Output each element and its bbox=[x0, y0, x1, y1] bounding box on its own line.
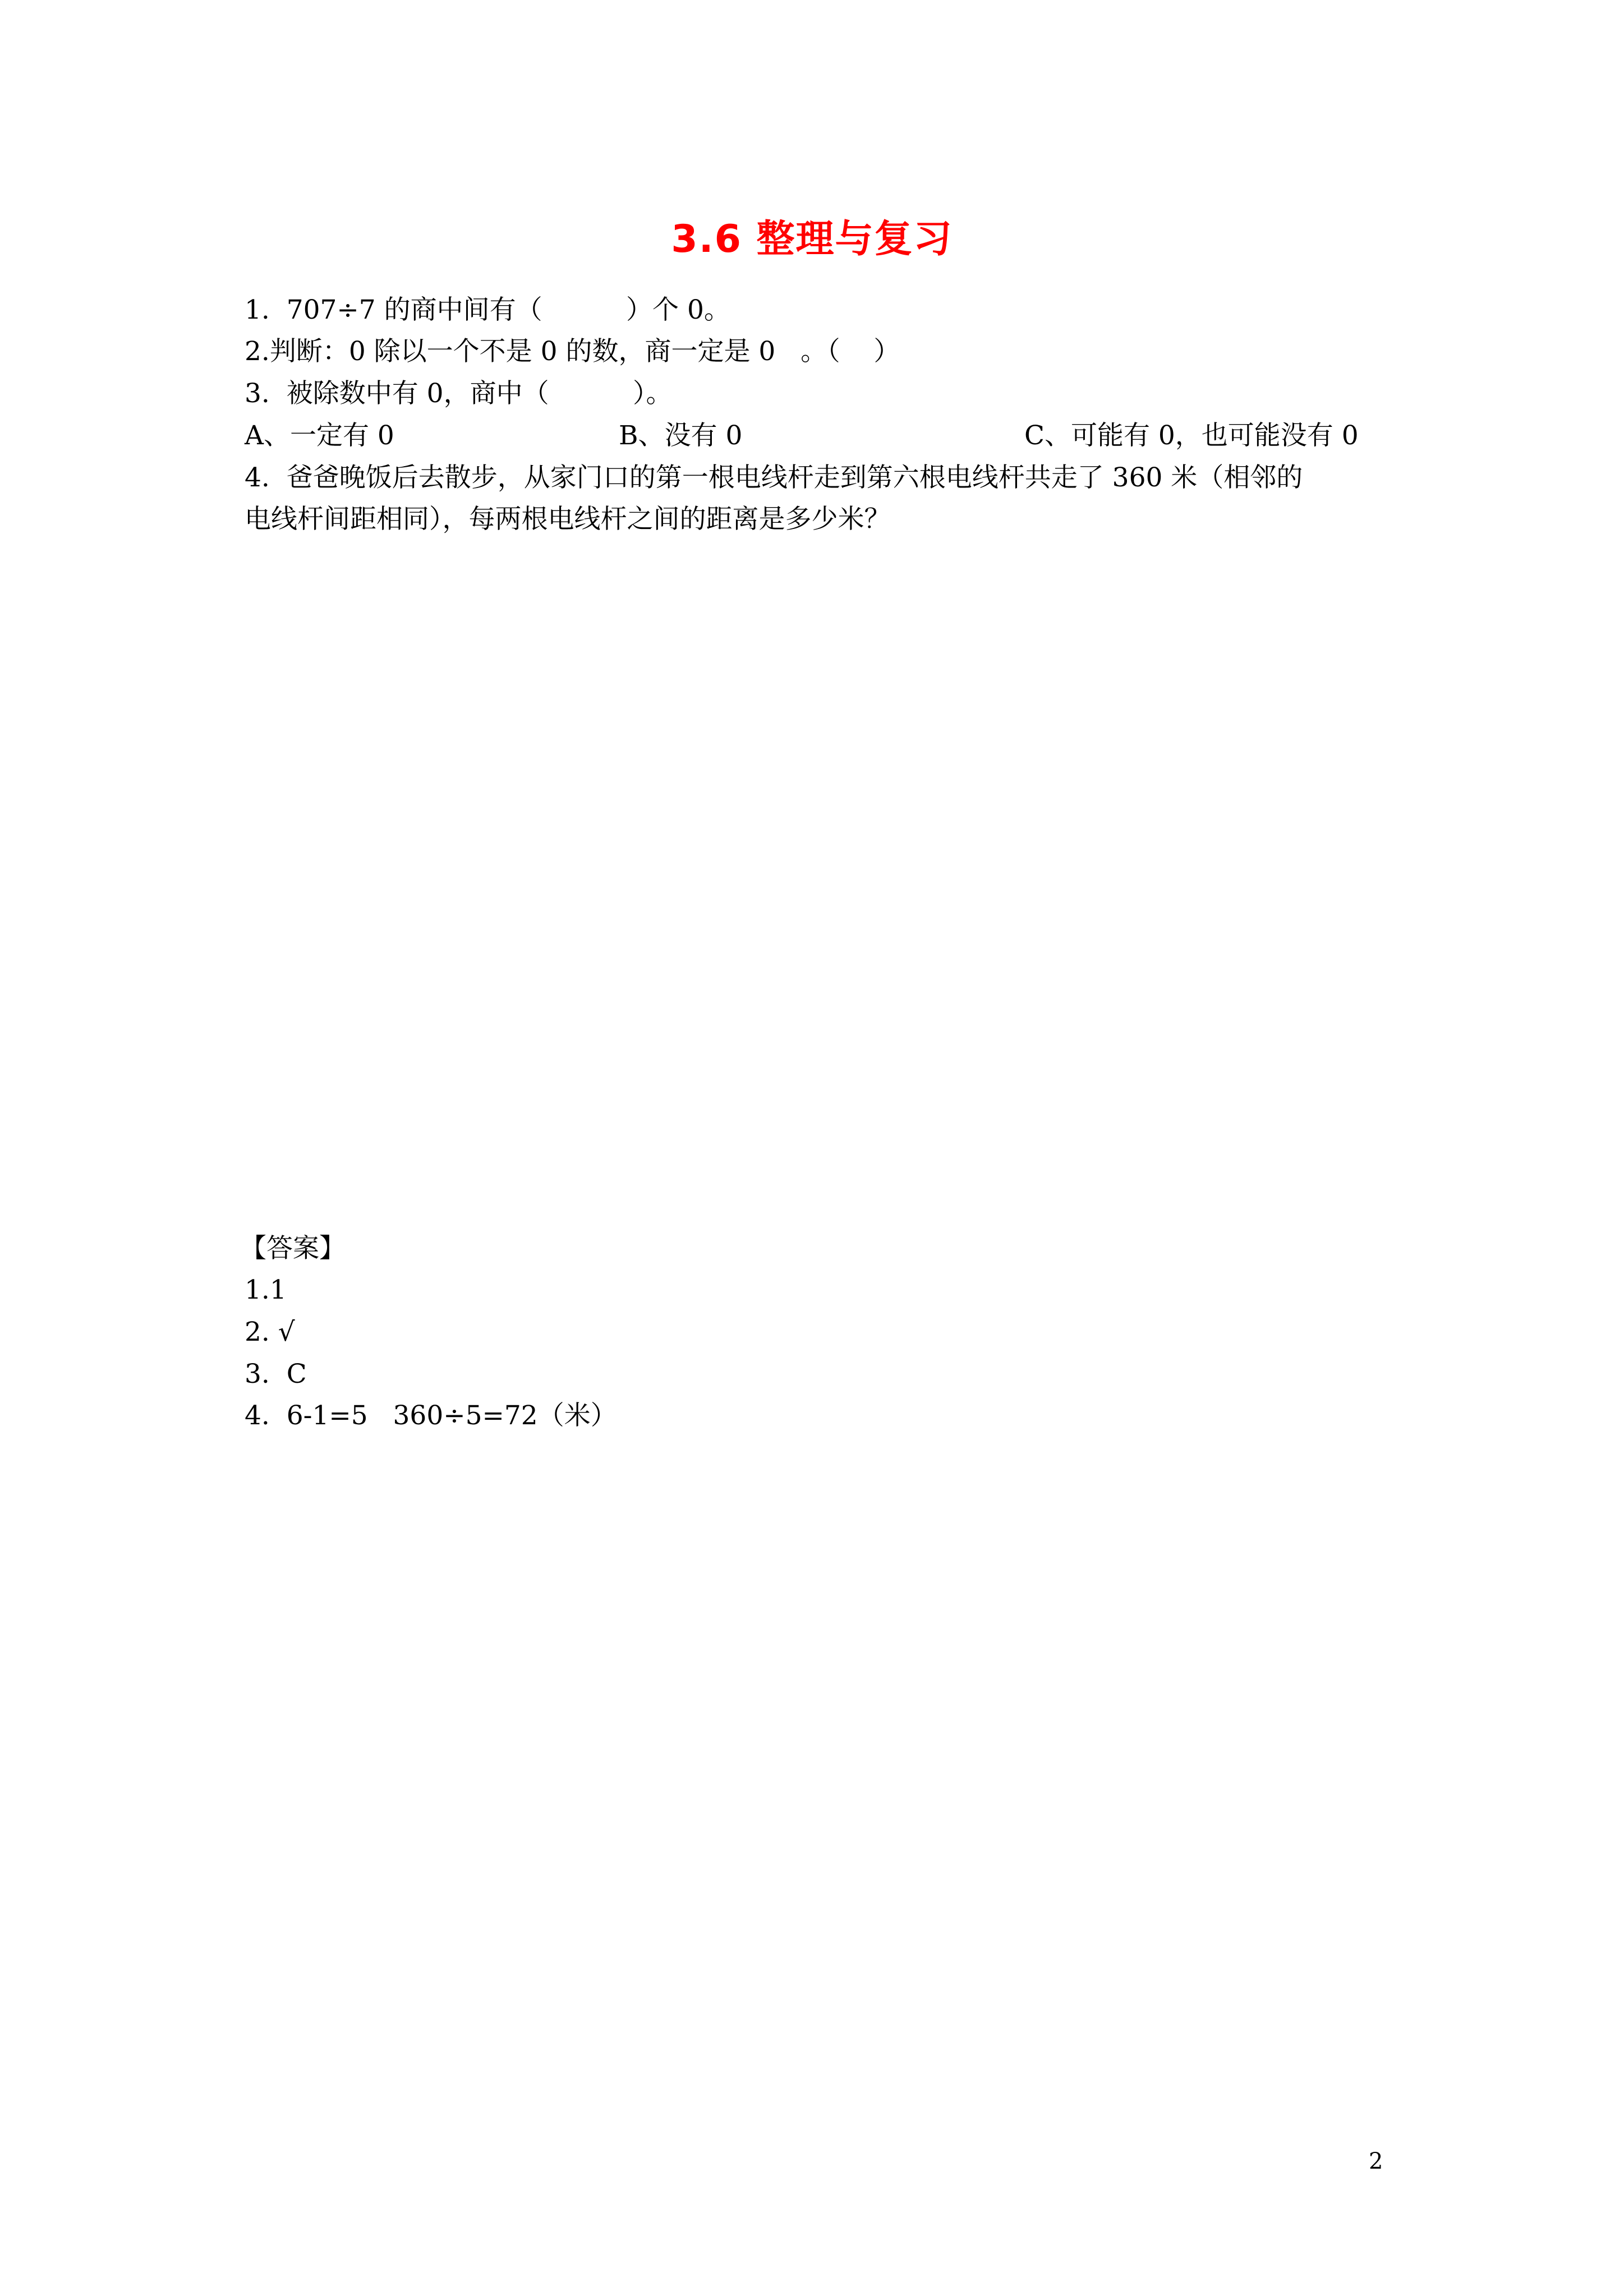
question-3-option-a: A、一定有 0 bbox=[245, 420, 394, 451]
question-3-option-b: B、没有 0 bbox=[619, 420, 743, 451]
page-title: 3.6 整理与复习 bbox=[671, 217, 953, 261]
answer-4: 4. 6-1=5 360÷5=72（米） bbox=[245, 1400, 617, 1431]
answer-1: 1.1 bbox=[245, 1274, 287, 1305]
answer-3: 3. C bbox=[245, 1359, 307, 1389]
question-4-line-2: 电线杆间距相同），每两根电线杆之间的距离是多少米？ bbox=[245, 504, 891, 535]
question-4-line-1: 4. 爸爸晚饭后去散步，从家门口的第一根电线杆走到第六根电线杆共走了 360 米（相邻的 bbox=[245, 462, 1303, 493]
page-number: 2 bbox=[1369, 2148, 1383, 2174]
answers-heading: 【答案】 bbox=[240, 1233, 346, 1264]
question-3: 3. 被除数中有 0，商中（ ）。 bbox=[245, 378, 673, 409]
question-2: 2.判断：0 除以一个不是 0 的数，商一定是 0 。（ ） bbox=[245, 336, 900, 367]
question-3-option-c: C、可能有 0，也可能没有 0 bbox=[1024, 420, 1359, 451]
answer-2: 2. √ bbox=[245, 1317, 295, 1347]
question-1: 1. 707÷7 的商中间有（ ）个 0。 bbox=[245, 295, 730, 325]
